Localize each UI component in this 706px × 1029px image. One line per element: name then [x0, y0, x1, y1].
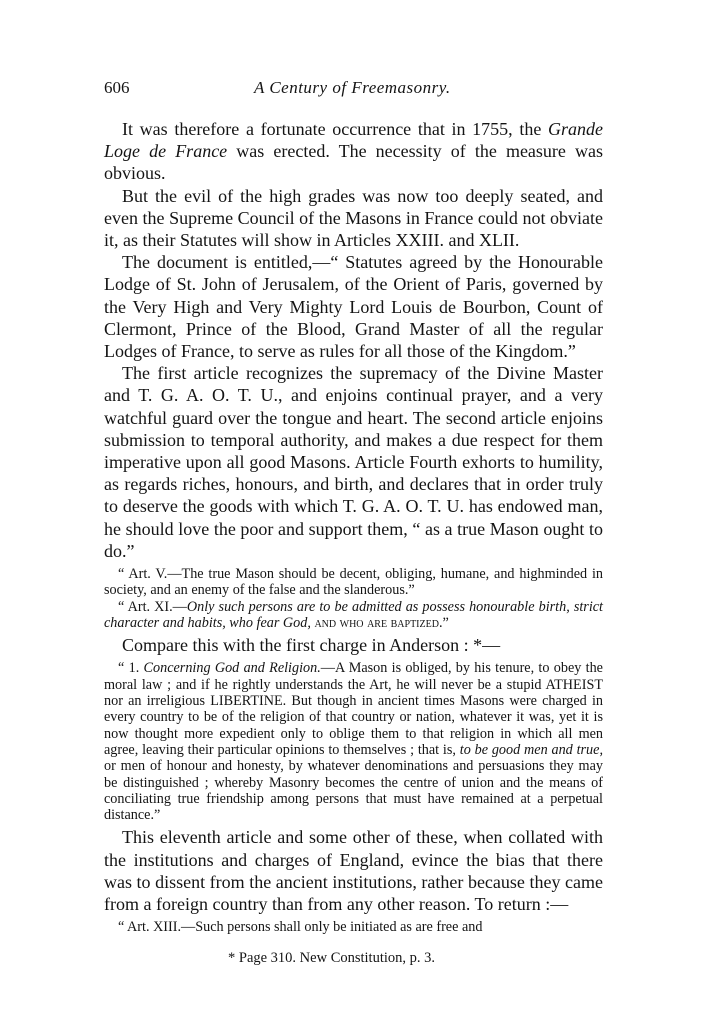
quote-article-xi — [104, 599, 603, 632]
text-run: “ 1. — [118, 660, 144, 677]
text-run: “ Art. V.—The true Mason should be decent, obliging, humane, and highminded in society, and an enemy of the false and the slanderous.” — [104, 566, 603, 599]
text-run: The first article recognizes the supremacy of the Divine Master and T. G. A. O. T. U., and enjoins continual prayer, and a very watchful guard over the tongue and heart. The second article enjoins submission to temporal authority, and makes a due respect for them imperative upon all good Masons. Article Fourth exhorts to humility, as regards riches, honours, and birth, and declares that in order truly to deserve the goods with which T. G. A. O. T. U. has endowed man, he should love the poor and support them, “ as a true Mason ought to do.” — [104, 363, 603, 561]
paragraph — [104, 634, 603, 656]
quote-anderson-charge — [104, 660, 603, 823]
text-run: —A Mason is obliged, by his tenure, to obey the moral law ; and if he rightly understands the Art, he will never be a stupid ATHEIST nor an irreligious LIBERTINE. But though in ancient times Masons were charged in every country to be of the religion of that country or nation, whatever it was, yet it is now thought more expedient only to oblige them to that religion in which all men agree, leaving their particular opinions to themselves ; that is, — [104, 660, 603, 758]
text-run: Compare this with the first charge in Anderson : *— — [122, 635, 501, 656]
footnote: * Page 310. New Constitution, p. 3. — [228, 949, 436, 966]
book-page — [104, 78, 603, 967]
quote-article-xiii — [104, 919, 603, 935]
text-run: “ Art. XI.— — [118, 598, 187, 615]
text-run: was erected. The necessity of the measure was obvious. — [104, 141, 604, 184]
text-run: The document is entitled,—“ Statutes agreed by the Honourable Lodge of St. John of Jerusalem, of the Orient of Paris, governed by the Very High and Very Mighty Lord Louis de Bourbon, Count of Clermont, Prince of the Blood, Grand Master of all the regular Lodges of France, to serve as rules for all those of the Kingdom.” — [104, 252, 603, 362]
text-run: This eleventh article and some other of these, when collated with the institutions and charges of England, evince the bias that there was to dissent from the ancient institutions, rather because they came from a foreign country than from any other reason. To return :— — [104, 827, 603, 915]
text-run: Only such persons are to be admitted as possess honourable birth, strict character and habits, who fear God, — [104, 598, 603, 631]
paragraph — [104, 251, 603, 362]
page-header — [104, 78, 603, 104]
text-run: to be good men and true, — [459, 741, 603, 758]
paragraph — [104, 362, 603, 562]
text-run: Concerning God and Religion. — [143, 660, 321, 677]
text-run: But the evil of the high grades was now too deeply seated, and even the Supreme Council of the Masons in France could not obviate it, as their Statutes will show in Articles XXIII. and XLII. — [104, 185, 603, 251]
text-run: and who are baptized. — [310, 614, 443, 631]
text-run: It was therefore a fortunate occurrence that in 1755, the — [122, 119, 548, 139]
quote-article-v — [104, 566, 603, 599]
paragraph — [104, 185, 603, 252]
paragraph — [104, 118, 603, 185]
text-run: Grande Loge de France — [104, 119, 603, 162]
running-head: A Century of Freemasonry. — [254, 78, 451, 97]
paragraph — [104, 826, 603, 915]
text-run: “ Art. XIII.—Such persons shall only be initiated as are free and — [118, 919, 483, 936]
text-run: or men of honour and honesty, by whatever denominations and persuasions they may be distinguished ; whereby Masonry becomes the centre of union and the means of conciliating true friendship among persons that must have remained at a perpetual distance.” — [104, 758, 603, 824]
text-run: ” — [442, 614, 449, 631]
page-number: 606 — [104, 78, 130, 97]
